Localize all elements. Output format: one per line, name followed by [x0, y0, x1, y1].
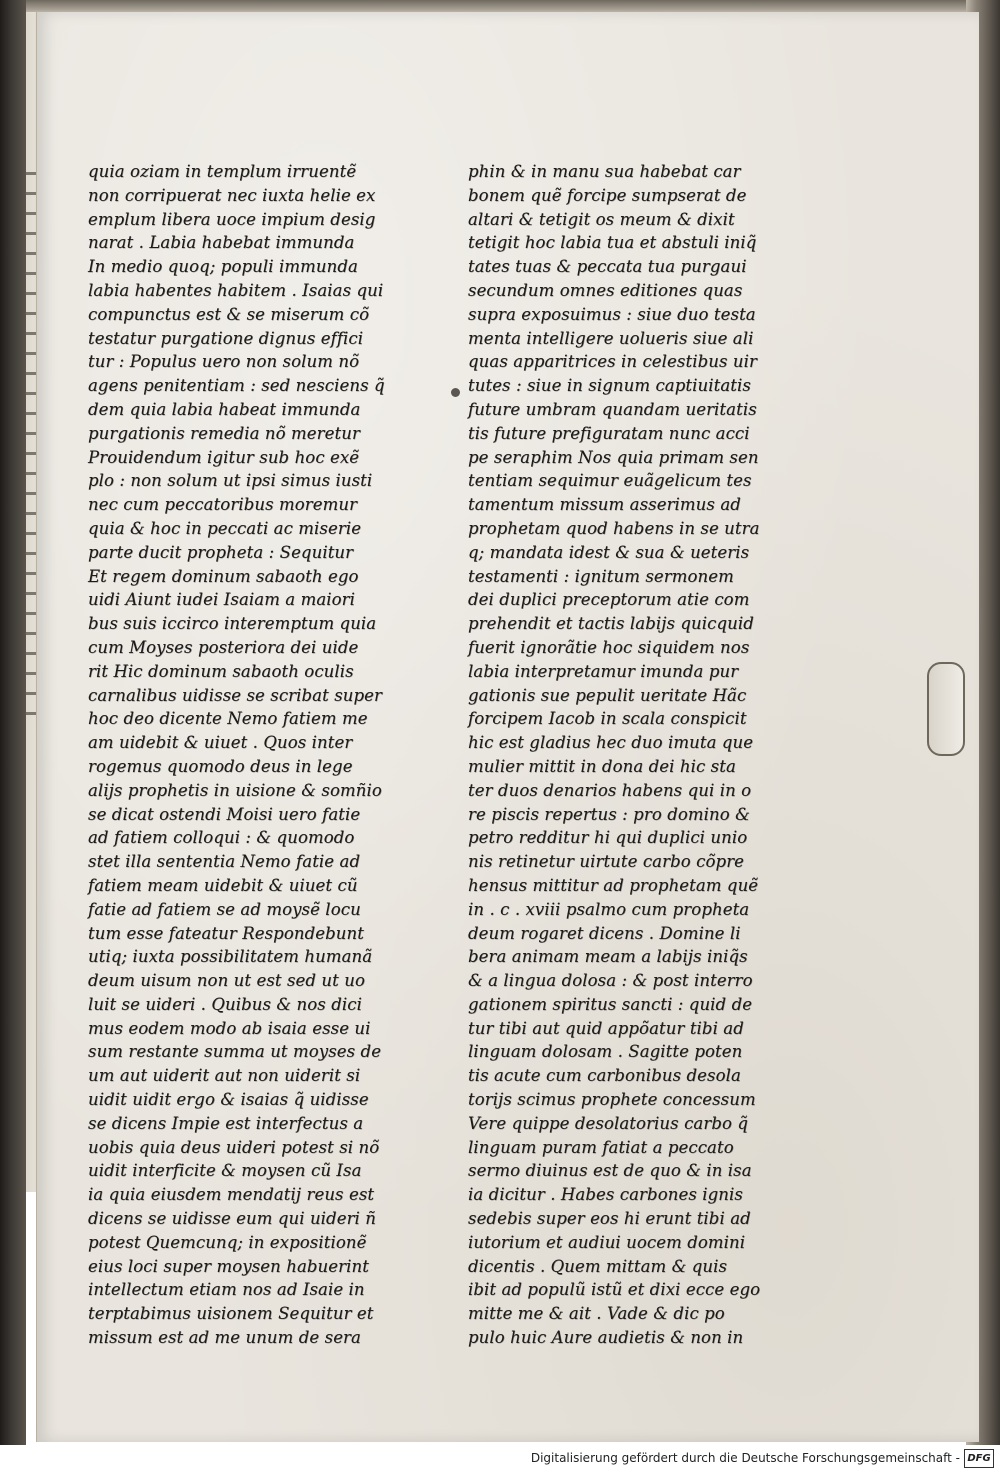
text-line: uobis quia deus uideri potest si nõ: [88, 1137, 380, 1157]
text-line: carnalibus uidisse se scribat super: [88, 685, 383, 705]
text-line: labia habentes habitem . Isaias qui: [88, 280, 384, 300]
text-line: linguam puram fatiat a peccato: [468, 1137, 734, 1157]
text-line: bus suis iccirco interemptum quia: [88, 614, 377, 634]
text-line: rogemus quomodo deus in lege: [88, 756, 353, 776]
text-line: tetigit hoc labia tua et abstuli iniq̃: [468, 233, 757, 253]
text-line: compunctus est & se miserum cõ: [88, 304, 370, 324]
text-line: testamenti : ignitum sermonem: [468, 566, 734, 586]
text-line: ia dicitur . Habes carbones ignis: [468, 1185, 743, 1205]
text-line: mus eodem modo ab isaia esse ui: [88, 1018, 371, 1038]
text-line: purgationis remedia nõ meretur: [88, 423, 360, 443]
dfg-logo: DFG: [964, 1449, 994, 1468]
text-line: deum uisum non ut est sed ut uo: [88, 971, 365, 991]
text-line: linguam dolosam . Sagitte poten: [468, 1042, 743, 1062]
text-line: tur : Populus uero non solum nõ: [88, 352, 360, 372]
text-line: alijs prophetis in uisione & somñio: [88, 780, 382, 800]
text-line: cum Moyses posteriora dei uide: [88, 637, 359, 657]
text-line: tentiam sequimur euãgelicum tes: [468, 471, 752, 491]
text-line: hoc deo dicente Nemo fatiem me: [88, 709, 368, 729]
text-line: altari & tetigit os meum & dixit: [468, 209, 735, 229]
digitization-credit: Digitalisierung gefördert durch die Deutsche Forschungsgemeinschaft -: [530, 1451, 960, 1465]
left-text-column: [88, 160, 388, 1350]
text-line: hic est gladius hec duo imuta que: [468, 733, 754, 753]
text-line: tur tibi aut quid appõatur tibi ad: [468, 1018, 744, 1038]
text-line: sermo diuinus est de quo & in isa: [468, 1161, 752, 1181]
text-line: secundum omnes editiones quas: [468, 280, 743, 300]
text-line: phin & in manu sua habebat car: [468, 162, 741, 181]
text-line: q; mandata idest & sua & ueteris: [468, 542, 750, 562]
text-line: ibit ad populũ istũ et dixi ecce ego: [468, 1280, 761, 1300]
text-line: am uidebit & uiuet . Quos inter: [88, 733, 353, 753]
text-line: supra exposuimus : siue duo testa: [468, 304, 756, 324]
text-line: tamentum missum asserimus ad: [468, 495, 741, 515]
text-line: mulier mittit in dona dei hic sta: [468, 756, 736, 776]
text-line: bera animam meam a labijs iniq̃s: [468, 947, 748, 967]
text-line: sum restante summa ut moyses de: [88, 1042, 382, 1062]
text-line: fatiem meam uidebit & uiuet cũ: [88, 875, 358, 895]
text-line: agens penitentiam : sed nesciens q̃: [88, 376, 385, 396]
text-line: uidit uidit ergo & isaias q̃ uidisse: [88, 1090, 369, 1110]
text-line: fatie ad fatiem se ad moysẽ locu: [88, 899, 361, 919]
text-line: ad fatiem colloqui : & quomodo: [88, 828, 355, 848]
ink-dot-mark: [451, 388, 460, 397]
book-spine: [0, 0, 26, 1445]
text-line: Vere quippe desolatorius carbo q̃: [468, 1113, 749, 1133]
text-line: hensus mittitur ad prophetam quẽ: [468, 875, 759, 895]
text-line: deum rogaret dicens . Domine li: [468, 923, 741, 943]
text-line: rit Hic dominum sabaoth oculis: [88, 661, 354, 681]
text-line: ter duos denarios habens qui in o: [468, 780, 752, 800]
text-line: in . c . xviii psalmo cum propheta: [468, 899, 750, 919]
text-line: fuerit ignorãtie hoc siquidem nos: [468, 637, 750, 657]
text-line: petro redditur hi qui duplici unio: [468, 828, 748, 848]
text-line: nis retinetur uirtute carbo cõpre: [468, 852, 745, 872]
text-line: re piscis repertus : pro domino &: [468, 804, 750, 824]
text-line: plo : non solum ut ipsi simus iusti: [88, 471, 373, 491]
text-line: tis future prefiguratam nunc acci: [468, 423, 750, 443]
text-line: terptabimus uisionem Sequitur et: [88, 1304, 374, 1324]
text-line: um aut uiderit aut non uiderit si: [88, 1066, 361, 1086]
text-line: missum est ad me unum de sera: [88, 1328, 361, 1348]
text-line: uidi Aiunt iudei Isaiam a maiori: [88, 590, 356, 610]
text-line: utiq; iuxta possibilitatem humanã: [88, 947, 373, 967]
text-line: parte ducit propheta : Sequitur: [88, 542, 354, 562]
text-line: ia quia eiusdem mendatij reus est: [88, 1185, 375, 1205]
text-line: emplum libera uoce impium desig: [88, 209, 376, 229]
text-line: gationis sue pepulit ueritate Hãc: [468, 685, 747, 705]
text-line: prophetam quod habens in se utra: [468, 518, 760, 538]
text-line: sedebis super eos hi erunt tibi ad: [468, 1209, 751, 1229]
text-line: menta intelligere uolueris siue ali: [468, 328, 754, 348]
text-line: nec cum peccatoribus moremur: [88, 495, 358, 515]
text-line: dei duplici preceptorum atie com: [468, 590, 750, 610]
text-line: dicens se uidisse eum qui uideri ñ: [88, 1209, 377, 1229]
text-line: quia oziam in templum irruentẽ: [88, 162, 357, 181]
text-line: prehendit et tactis labijs quicquid: [468, 614, 754, 634]
text-line: intellectum etiam nos ad Isaie in: [88, 1280, 365, 1300]
text-line: future umbram quandam ueritatis: [468, 399, 757, 419]
text-line: In medio quoq; populi immunda: [88, 257, 358, 277]
text-line: pulo huic Aure audietis & non in: [468, 1328, 744, 1348]
text-line: Prouidendum igitur sub hoc exẽ: [88, 447, 360, 467]
text-line: quia & hoc in peccati ac miserie: [88, 518, 362, 538]
text-line: & a lingua dolosa : & post interro: [468, 971, 753, 991]
text-line: forcipem Iacob in scala conspicit: [468, 709, 747, 729]
text-line: se dicat ostendi Moisi uero fatie: [88, 804, 361, 824]
text-line: bonem quẽ forcipe sumpserat de: [468, 185, 747, 205]
text-line: mitte me & ait . Vade & dic po: [468, 1304, 725, 1324]
text-line: potest Quemcunq; in expositionẽ: [88, 1232, 367, 1252]
text-line: torijs scimus prophete concessum: [468, 1090, 756, 1110]
text-line: gationem spiritus sancti : quid de: [468, 994, 753, 1014]
text-line: dem quia labia habeat immunda: [88, 399, 361, 419]
text-line: tum esse fateatur Respondebunt: [88, 923, 364, 943]
page-tab-marker: [927, 662, 965, 756]
text-line: se dicens Impie est interfectus a: [88, 1113, 364, 1133]
text-line: stet illa sententia Nemo fatie ad: [88, 852, 361, 872]
text-line: pe seraphim Nos quia primam sen: [468, 447, 759, 467]
text-line: non corripuerat nec iuxta helie ex: [88, 185, 376, 205]
text-line: dicentis . Quem mittam & quis: [468, 1256, 728, 1276]
text-line: luit se uideri . Quibus & nos dici: [88, 994, 362, 1014]
text-line: Et regem dominum sabaoth ego: [88, 566, 359, 586]
text-line: labia interpretamur imunda pur: [468, 661, 739, 681]
text-line: testatur purgatione dignus effici: [88, 328, 364, 348]
text-line: narat . Labia habebat immunda: [88, 233, 355, 253]
right-text-column: [468, 160, 768, 1350]
text-line: tutes : siue in signum captiuitatis: [468, 376, 751, 396]
text-line: quas apparitrices in celestibus uir: [468, 352, 757, 372]
text-line: eius loci super moysen habuerint: [88, 1256, 369, 1276]
text-line: uidit interficite & moysen cũ Isa: [88, 1161, 362, 1181]
text-line: tates tuas & peccata tua purgaui: [468, 257, 747, 277]
text-line: iutorium et audiui uocem domini: [468, 1232, 746, 1252]
text-line: tis acute cum carbonibus desola: [468, 1066, 741, 1086]
